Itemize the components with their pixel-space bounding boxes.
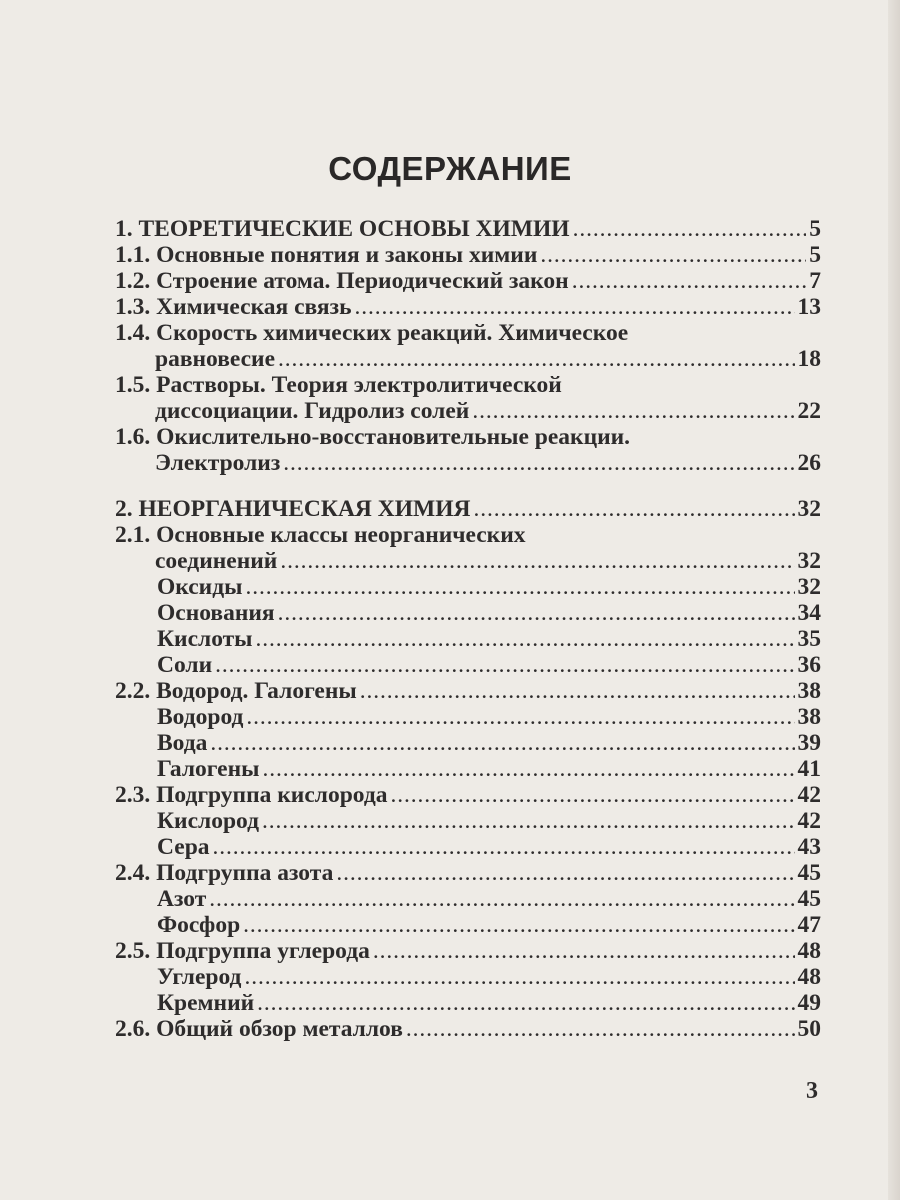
toc-line — [115, 496, 821, 522]
toc-section — [115, 1016, 821, 1042]
toc-entry-title: 1.3. Химическая связь — [115, 294, 352, 320]
toc-line — [115, 730, 821, 756]
toc-page-number: 48 — [797, 964, 821, 990]
dot-leader — [572, 268, 807, 294]
toc-entry-title: Кислород — [157, 808, 259, 834]
toc-page-number: 42 — [797, 808, 821, 834]
toc-line — [115, 782, 821, 808]
dot-leader — [262, 756, 794, 782]
toc-entry-title: 2.3. Подгруппа кислорода — [115, 782, 388, 808]
dot-leader — [243, 912, 794, 938]
toc-line — [115, 294, 821, 320]
dot-leader — [215, 652, 794, 678]
toc-line — [115, 756, 821, 782]
toc-entry-title: Кремний — [157, 990, 255, 1016]
toc-subsection — [115, 756, 821, 782]
dot-leader — [246, 704, 794, 730]
toc-entry-title: Сера — [157, 834, 210, 860]
toc-entry-title: Галогены — [157, 756, 260, 782]
toc-section — [115, 782, 821, 808]
toc-section — [115, 522, 821, 574]
toc-line — [115, 450, 821, 476]
toc-line — [115, 548, 821, 574]
toc-section — [115, 268, 821, 294]
toc-page-number: 45 — [797, 860, 821, 886]
dot-leader — [256, 626, 795, 652]
toc-subsection — [115, 652, 821, 678]
toc-page-number: 18 — [797, 346, 821, 372]
toc-page-number: 36 — [797, 652, 821, 678]
dot-leader — [573, 216, 807, 242]
toc-page-number: 7 — [809, 268, 821, 294]
page-title: СОДЕРЖАНИЕ — [328, 150, 572, 187]
toc-line — [115, 574, 821, 600]
toc-entry-title: Азот — [157, 886, 207, 912]
toc-entry-title: Соли — [157, 652, 213, 678]
toc-page-number: 50 — [797, 1016, 821, 1042]
toc-chapter — [115, 496, 821, 522]
toc-subsection — [115, 886, 821, 912]
toc-entry-title: 1.5. Растворы. Теория электролитической — [115, 372, 562, 398]
table-of-contents — [115, 216, 821, 1042]
toc-subsection — [115, 834, 821, 860]
toc-entry-title: Водород — [157, 704, 244, 730]
toc-entry-title: диссоциации. Гидролиз солей — [155, 398, 470, 424]
toc-entry-title: 1.4. Скорость химических реакций. Химическое — [115, 320, 629, 346]
toc-section — [115, 938, 821, 964]
dot-leader — [278, 346, 794, 372]
toc-entry-title: Вода — [157, 730, 208, 756]
dot-leader — [245, 574, 794, 600]
toc-line — [115, 1016, 821, 1042]
toc-line — [115, 268, 821, 294]
dot-leader — [209, 886, 794, 912]
toc-entry-title: соединений — [155, 548, 278, 574]
dot-leader — [360, 678, 795, 704]
toc-entry-title: Фосфор — [157, 912, 241, 938]
dot-leader — [280, 548, 794, 574]
toc-line — [115, 704, 821, 730]
toc-page-number: 48 — [797, 938, 821, 964]
toc-entry-title: 1.2. Строение атома. Периодический закон — [115, 268, 569, 294]
page-number: 3 — [806, 1078, 818, 1104]
toc-section — [115, 320, 821, 372]
toc-page-number: 47 — [797, 912, 821, 938]
toc-line — [115, 834, 821, 860]
dot-leader — [540, 242, 806, 268]
dot-leader — [244, 964, 794, 990]
toc-page-number: 22 — [797, 398, 821, 424]
toc-subsection — [115, 964, 821, 990]
toc-entry-title: 2.5. Подгруппа углерода — [115, 938, 370, 964]
toc-line — [115, 808, 821, 834]
toc-page-number: 49 — [797, 990, 821, 1016]
toc-entry-title: 2.4. Подгруппа азота — [115, 860, 334, 886]
toc-entry-title: 1.6. Окислительно-восстановительные реакции. — [115, 424, 631, 450]
toc-section — [115, 294, 821, 320]
toc-subsection — [115, 990, 821, 1016]
toc-entry-title: 1. ТЕОРЕТИЧЕСКИЕ ОСНОВЫ ХИМИИ — [115, 216, 570, 242]
dot-leader — [472, 398, 794, 424]
toc-line — [115, 652, 821, 678]
toc-page-number: 38 — [797, 678, 821, 704]
toc-page-number: 41 — [797, 756, 821, 782]
dot-leader — [473, 496, 794, 522]
toc-line — [115, 522, 821, 548]
toc-line — [115, 626, 821, 652]
toc-entry-title: Кислоты — [157, 626, 253, 652]
toc-subsection — [115, 600, 821, 626]
toc-page-number: 34 — [797, 600, 821, 626]
toc-line — [115, 964, 821, 990]
toc-line — [115, 860, 821, 886]
toc-page-number: 35 — [797, 626, 821, 652]
dot-leader — [210, 730, 794, 756]
toc-entry-title: 2.1. Основные классы неорганических — [115, 522, 526, 548]
toc-page-number: 42 — [797, 782, 821, 808]
toc-line — [115, 216, 821, 242]
toc-page-number: 5 — [809, 216, 821, 242]
toc-entry-title: Электролиз — [155, 450, 281, 476]
toc-subsection — [115, 808, 821, 834]
toc-section — [115, 860, 821, 886]
toc-subsection — [115, 912, 821, 938]
toc-entry-title: 2.2. Водород. Галогены — [115, 678, 357, 704]
dot-leader — [390, 782, 794, 808]
dot-leader — [262, 808, 795, 834]
toc-line — [115, 912, 821, 938]
toc-page-number: 38 — [797, 704, 821, 730]
toc-chapter — [115, 216, 821, 242]
toc-page-number: 13 — [797, 294, 821, 320]
toc-page-number: 43 — [797, 834, 821, 860]
toc-page-number: 32 — [797, 548, 821, 574]
dot-leader — [406, 1016, 795, 1042]
dot-leader — [213, 834, 795, 860]
toc-entry-title: 2. НЕОРГАНИЧЕСКАЯ ХИМИЯ — [115, 496, 471, 522]
toc-section — [115, 242, 821, 268]
toc-page-number: 32 — [797, 496, 821, 522]
toc-line — [115, 398, 821, 424]
toc-line — [115, 886, 821, 912]
toc-entry-title: 1.1. Основные понятия и законы химии — [115, 242, 538, 268]
toc-entry-title: равновесие — [155, 346, 276, 372]
toc-line — [115, 372, 821, 398]
toc-entry-title: Углерод — [157, 964, 242, 990]
dot-leader — [278, 600, 795, 626]
toc-line — [115, 600, 821, 626]
toc-page-number: 39 — [797, 730, 821, 756]
toc-entry-title: Основания — [157, 600, 275, 626]
toc-line — [115, 990, 821, 1016]
toc-line — [115, 242, 821, 268]
dot-leader — [355, 294, 795, 320]
dot-leader — [257, 990, 794, 1016]
toc-entry-title: Оксиды — [157, 574, 243, 600]
toc-page-number: 45 — [797, 886, 821, 912]
toc-line — [115, 424, 821, 450]
dot-leader — [336, 860, 794, 886]
toc-subsection — [115, 574, 821, 600]
toc-subsection — [115, 730, 821, 756]
toc-page-number: 32 — [797, 574, 821, 600]
toc-entry-title: 2.6. Общий обзор металлов — [115, 1016, 403, 1042]
toc-line — [115, 938, 821, 964]
toc-section — [115, 424, 821, 476]
toc-line — [115, 320, 821, 346]
dot-leader — [373, 938, 795, 964]
toc-subsection — [115, 626, 821, 652]
toc-line — [115, 678, 821, 704]
dot-leader — [283, 450, 794, 476]
toc-subsection — [115, 704, 821, 730]
toc-page-number: 5 — [809, 242, 821, 268]
toc-line — [115, 346, 821, 372]
toc-section — [115, 678, 821, 704]
toc-section — [115, 372, 821, 424]
toc-page-number: 26 — [797, 450, 821, 476]
